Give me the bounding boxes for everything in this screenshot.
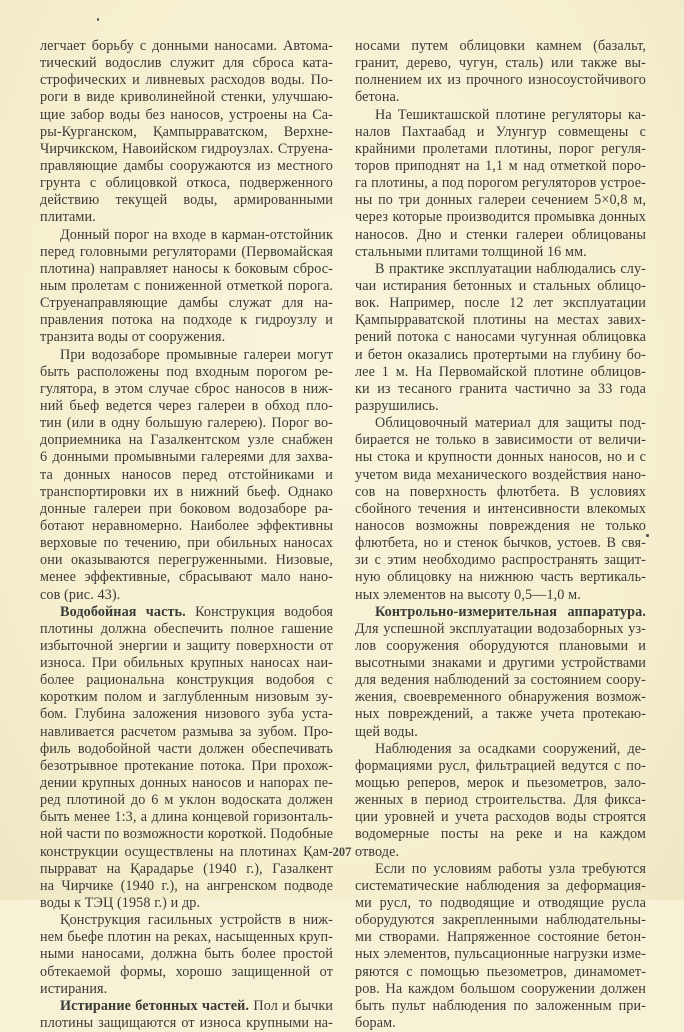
text-line <box>355 312 646 329</box>
text-line <box>355 552 646 569</box>
text-line <box>40 758 333 775</box>
line-text: щей воды. <box>355 723 418 740</box>
text-line <box>40 124 333 141</box>
line-text: Наблюдения за осадками сооружений, де- <box>375 740 646 757</box>
text-line <box>40 381 333 398</box>
text-line <box>40 484 333 501</box>
text-line <box>40 792 333 809</box>
text-line <box>40 946 333 963</box>
text-line <box>40 964 333 981</box>
text-line <box>355 1015 646 1032</box>
print-speck <box>97 18 99 21</box>
line-text: Донный порог на входе в карман-отстойник <box>60 226 333 243</box>
line-text: бетона. <box>355 89 400 106</box>
text-line <box>355 449 646 466</box>
line-text: действию текущей воды, армированными <box>40 192 333 209</box>
line-text: ных повреждений, а также учета протекаю- <box>355 706 646 723</box>
line-text: и бетон оказались протертыми на глубину бо- <box>355 346 646 363</box>
text-line <box>355 878 646 895</box>
text-line <box>355 415 646 432</box>
line-text: нем бьефе плотин на реках, насыщенных круп- <box>40 929 333 946</box>
text-line <box>40 689 333 706</box>
line-text: ными наносами, должна быть более простой <box>40 946 333 963</box>
line-text: плитами. <box>40 209 96 226</box>
text-line <box>40 775 333 792</box>
text-line <box>355 467 646 484</box>
line-text: Конструкция водобоя <box>185 603 333 620</box>
line-text: флютбета, но и стенок бычков, устоев. В свя- <box>355 535 646 552</box>
line-text: строфических и ливневых расходов воды. По- <box>40 72 333 89</box>
line-text: безотрывное протекание потока. При прохож- <box>40 757 333 774</box>
line-text: ной части по возможности короткой. Подобные <box>40 826 333 843</box>
line-text: борам. <box>355 1015 396 1032</box>
line-text: доприемника на Газалкентском узле снабжен <box>40 432 333 449</box>
line-text: более рациональна конструкция водобоя с <box>40 672 333 689</box>
run-in-heading: Водобойная часть. <box>60 603 186 620</box>
text-line <box>40 278 333 295</box>
text-line <box>40 621 333 638</box>
text-line <box>40 569 333 586</box>
line-text: лее 1 м. На Первомайской плотине облицов- <box>355 363 646 380</box>
text-line <box>355 347 646 364</box>
text-line <box>40 55 333 72</box>
line-text: бом. Глубина заложения низового зуба уста- <box>40 706 333 723</box>
line-text: для ведения наблюдений за состоянием соору- <box>355 672 646 689</box>
section-heading-line <box>40 604 333 621</box>
text-line <box>355 141 646 158</box>
line-text: налов Пахтаабад и Улунгур совмещены с <box>355 123 646 140</box>
line-text: Қонструкция гасильных устройств в ниж- <box>60 912 333 929</box>
text-line <box>355 209 646 226</box>
text-line <box>355 295 646 312</box>
text-line <box>355 758 646 775</box>
text-line <box>355 741 646 758</box>
line-text: Для успешной эксплуатации водозаборных уз- <box>355 620 646 637</box>
text-line <box>40 878 333 895</box>
line-text: жения, своевременного обнаружения возмож- <box>355 689 646 706</box>
text-line <box>40 364 333 381</box>
line-text: ров. На каждом большом сооружении должен <box>355 980 646 997</box>
line-text: оборудуются закрепленными наблюдательны- <box>355 912 646 929</box>
text-line <box>355 261 646 278</box>
line-text: они оказываются перегруженными. Низовые, <box>40 552 333 569</box>
text-line <box>40 501 333 518</box>
text-line <box>40 329 333 346</box>
line-text: ми русл, то подводящие и отводящие русла <box>355 895 646 912</box>
line-text: наносов. Дно и стенки галереи облицованы <box>355 226 646 243</box>
text-line <box>355 381 646 398</box>
text-line <box>355 998 646 1015</box>
text-line <box>40 141 333 158</box>
text-line <box>355 38 646 55</box>
line-text: При водозаборе промывные галереи могут <box>60 346 333 363</box>
line-text: Пол и бычки <box>249 997 334 1014</box>
line-text: высотными знаками и другими устройствами <box>355 655 646 672</box>
text-line <box>40 826 333 843</box>
text-line <box>40 655 333 672</box>
text-line <box>40 672 333 689</box>
line-text: водомерные посты на реке и на каждом <box>355 826 646 843</box>
text-line <box>355 192 646 209</box>
line-text: ных элементов, пульсационные нагрузки изме- <box>355 946 646 963</box>
line-text: избыточной энергии и защиту поверхности от <box>40 637 333 654</box>
line-text: роги в виде криволинейной стенки, улучшаю- <box>40 89 333 106</box>
line-text: Чирчикском, Навоийском гидроузлах. Струена- <box>40 140 333 157</box>
text-line <box>40 158 333 175</box>
line-text: бирается не только в зависимости от величи- <box>355 432 646 449</box>
text-line <box>40 535 333 552</box>
line-text: правления потока на подходе к гидроузлу и <box>40 312 333 329</box>
text-line <box>355 792 646 809</box>
line-text: дении крупных донных наносов и напорах пе- <box>40 775 333 792</box>
text-line <box>355 587 646 604</box>
line-text: зи с этим необходимо распространять защит- <box>355 552 646 569</box>
text-line <box>355 689 646 706</box>
text-line <box>40 741 333 758</box>
line-text: Облицовочный материал для защиты под- <box>375 415 646 432</box>
text-line <box>355 175 646 192</box>
text-line <box>355 569 646 586</box>
line-text: транспортировки их в нижний бьеф. Однако <box>40 483 333 500</box>
text-line <box>355 929 646 946</box>
line-text: плотины защищаются от износа крупными на- <box>40 1015 333 1032</box>
text-line <box>355 964 646 981</box>
text-line <box>40 107 333 124</box>
line-text: тический водослив служит для сброса ката- <box>40 55 333 72</box>
line-text: навливается расчетом размыва за зубом. Про- <box>40 723 333 740</box>
line-text: быть расположены под входным порогом ре- <box>40 363 333 380</box>
line-text: полнением их из прочного износоустойчивого <box>355 72 646 89</box>
line-text: женных в период строительства. Для фикса- <box>355 792 646 809</box>
line-text: ряются с помощью пьезометров, динамомет- <box>355 963 646 980</box>
line-text: ры-Курганском, Қампырраватском, Верхне- <box>40 123 333 140</box>
line-text: ны стока и крупности донных наносов, но и с <box>355 449 646 466</box>
line-text: разрушились. <box>355 397 439 414</box>
line-text: Если по условиям работы узла требуются <box>375 860 646 877</box>
text-line <box>355 107 646 124</box>
line-text: 6 донными промывными галереями для захва- <box>40 449 333 466</box>
text-line <box>40 72 333 89</box>
line-text: сбойного течения и интенсивности влекомых <box>355 500 646 517</box>
text-line <box>40 449 333 466</box>
line-text: филь водобойной части должен обеспечивать <box>40 740 333 757</box>
line-text: ки из тесаного гранита частично за 33 года <box>355 380 646 397</box>
line-text: систематические наблюдения за деформация- <box>355 877 646 894</box>
line-text: На Тешикташской плотине регуляторы ка- <box>375 106 646 123</box>
text-line <box>355 672 646 689</box>
line-text: щие забор воды без наносов, устроены на Са- <box>40 106 333 123</box>
text-line <box>355 55 646 72</box>
text-line <box>355 724 646 741</box>
line-text: ных элементов на высоту 0,5—1,0 м. <box>355 586 581 603</box>
line-text: коротким полом и заглубленным низовым зу- <box>40 689 333 706</box>
line-text: В практике эксплуатации наблюдались слу- <box>375 260 646 277</box>
line-text: плотина) направляет наносы к боковым сброс- <box>40 260 333 277</box>
line-text: воды к ТЭЦ (1958 г.) и др. <box>40 895 201 912</box>
text-line <box>40 432 333 449</box>
text-line <box>355 861 646 878</box>
line-text: носами путем облицовки камнем (базальт, <box>355 38 646 54</box>
text-line <box>40 227 333 244</box>
line-text: торов приподнят на 1,1 м над отметкой поро- <box>355 157 646 174</box>
text-line <box>355 278 646 295</box>
run-in-heading: Контрольно-измерительная аппаратура. <box>375 603 646 620</box>
text-line <box>355 809 646 826</box>
section-heading-line <box>355 604 646 621</box>
text-line <box>355 621 646 638</box>
line-text: конструкции осуществлены на плотинах Қам- <box>40 843 333 860</box>
line-text: отводе. <box>355 843 400 860</box>
text-line <box>355 981 646 998</box>
text-line <box>355 775 646 792</box>
text-line <box>40 244 333 261</box>
text-line <box>40 415 333 432</box>
line-text: верховые по течению, при обильных наносах <box>40 535 333 552</box>
line-text: донные галереи при боковом водозаборе ра- <box>40 500 333 517</box>
text-line <box>40 724 333 741</box>
text-line <box>355 946 646 963</box>
line-text: крайними пролетами плотины, порог регуля- <box>355 140 646 157</box>
text-line <box>40 398 333 415</box>
text-line <box>40 929 333 946</box>
line-text: ции уровней и учета расходов воды строятся <box>355 809 646 826</box>
text-line <box>355 124 646 141</box>
text-line <box>40 38 333 55</box>
line-text: пыррават на Қарадарье (1940 г.), Газалкент <box>40 860 333 877</box>
line-text: ную облицовку на нижнюю часть вертикаль- <box>355 569 646 586</box>
line-text: транзита воды от сооружения. <box>40 329 226 346</box>
text-line <box>40 295 333 312</box>
line-text: на Чирчике (1940 г.), на ангренском подводе <box>40 877 333 894</box>
line-text: менее эффективные, сбрасывают мало нано- <box>40 569 333 586</box>
line-text: ным пролетам с пониженной отметкой порога. <box>40 277 333 294</box>
line-text: тин (или в одну большую галерею). Порог во- <box>40 415 333 432</box>
text-line <box>40 912 333 929</box>
text-line <box>355 364 646 381</box>
line-text: перед головными регуляторами (Первомайская <box>40 243 333 260</box>
text-line <box>40 1015 333 1032</box>
line-text: Қампырраватской плотины на местах завих- <box>355 312 646 329</box>
text-line <box>40 312 333 329</box>
line-text: учетом вида механического воздействия нано- <box>355 466 646 483</box>
line-text: рений потока с наносами чугунная облицовка <box>355 329 646 346</box>
text-line <box>355 638 646 655</box>
right-column <box>355 38 646 1032</box>
text-line <box>40 518 333 535</box>
text-line <box>355 895 646 912</box>
line-text: формациями русл, фильтрацией ведутся с по- <box>355 757 646 774</box>
line-text: быть пульт наблюдения по заложенным при- <box>355 997 646 1014</box>
line-text: ний бьеф ведется через галереи в обход пло- <box>40 397 333 414</box>
line-text: лов сооружения оборудуются плановыми и <box>355 637 646 654</box>
line-text: грунта с облицовкой откоса, подверженного <box>40 175 333 192</box>
text-line <box>40 861 333 878</box>
text-line <box>40 175 333 192</box>
text-line <box>40 467 333 484</box>
line-text: ред плотиной до 6 м уклон водоската должен <box>40 792 333 809</box>
line-text: через которые производится промывка донных <box>355 209 646 226</box>
line-text: износа. При обильных крупных наносах наи- <box>40 655 333 672</box>
text-line <box>40 638 333 655</box>
text-line <box>355 227 646 244</box>
text-line <box>40 587 333 604</box>
text-line <box>355 518 646 535</box>
line-text: гулятора, в этом случае сброс наносов в ниж- <box>40 380 333 397</box>
line-text: стальными плитами толщиной 16 мм. <box>355 243 587 260</box>
text-line <box>355 432 646 449</box>
line-text: ны по три донных галереи сечением 5×0,8 м, <box>355 192 646 209</box>
text-line <box>40 209 333 226</box>
line-text: га плотины, а под порогом регуляторов устрое- <box>355 175 646 192</box>
text-line <box>40 192 333 209</box>
line-text: гранит, дерево, чугун, сталь) или также вы- <box>355 55 646 72</box>
section-heading-line <box>40 998 333 1015</box>
text-line <box>355 158 646 175</box>
text-line <box>355 912 646 929</box>
line-text: сов (рис. 43). <box>40 586 121 603</box>
line-text: ботают неравномерно. Наиболее эффективны <box>40 517 333 534</box>
left-column <box>40 38 333 1032</box>
text-line <box>40 552 333 569</box>
text-line <box>355 72 646 89</box>
text-line <box>355 329 646 346</box>
text-line <box>40 261 333 278</box>
text-line <box>40 706 333 723</box>
line-text: наносов возможны повреждения не только <box>355 517 646 534</box>
line-text: ми створами. Напряженное состояние бетон- <box>355 929 646 946</box>
text-line <box>40 809 333 826</box>
text-line <box>40 347 333 364</box>
text-line <box>355 501 646 518</box>
text-line <box>40 981 333 998</box>
run-in-heading: Истирание бетонных частей. <box>60 997 250 1014</box>
print-speck <box>646 534 649 537</box>
line-text: легчает борьбу с донными наносами. Автома- <box>40 38 333 54</box>
line-text: та донных наносов перед отстойниками и <box>40 466 333 483</box>
text-line <box>355 89 646 106</box>
line-text: чаи истирания бетонных и стальных облицо- <box>355 277 646 294</box>
line-text: плотины должна обеспечить полное гашение <box>40 620 333 637</box>
line-text: правляющие дамбы сооружаются из местного <box>40 157 333 174</box>
text-line <box>355 826 646 843</box>
line-text: быть менее 1:3, а длина концевой горизонталь- <box>40 809 333 826</box>
text-line <box>355 655 646 672</box>
text-line <box>355 398 646 415</box>
line-text: обтекаемой формы, хорошо защищенной от <box>40 963 333 980</box>
line-text: истирания. <box>40 980 108 997</box>
line-text: мощью реперов, мерок и пьезометров, зало- <box>355 775 646 792</box>
text-line <box>40 895 333 912</box>
text-line <box>355 484 646 501</box>
text-line <box>355 244 646 261</box>
text-line <box>355 535 646 552</box>
text-line <box>355 706 646 723</box>
line-text: вок. Например, после 12 лет эксплуатации <box>355 295 646 312</box>
text-line <box>40 89 333 106</box>
page-number: 207 <box>332 845 352 859</box>
line-text: Струенаправляющие дамбы служат для на- <box>40 295 333 312</box>
line-text: сов на поверхность флютбета. В условиях <box>355 483 646 500</box>
